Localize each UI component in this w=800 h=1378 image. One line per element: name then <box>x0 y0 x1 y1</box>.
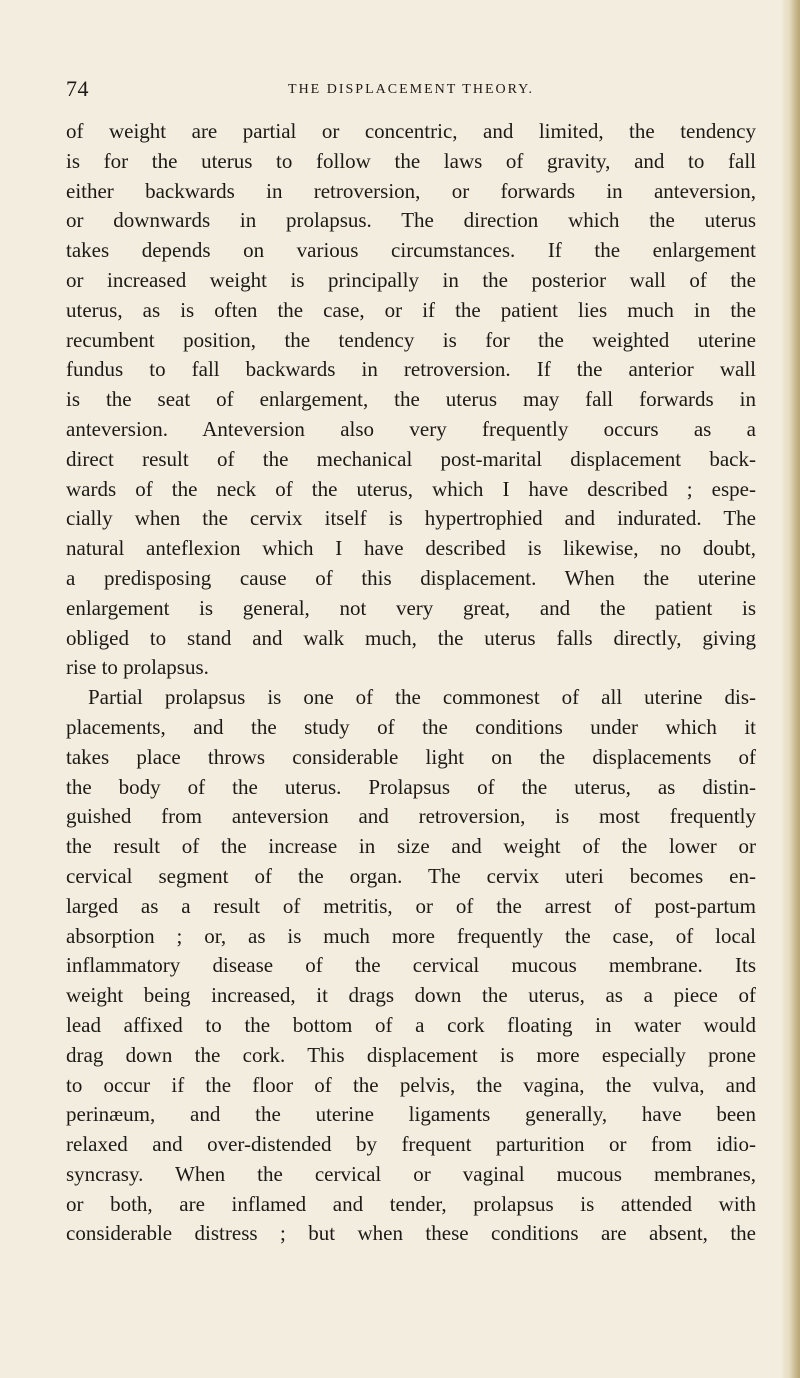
text-line: recumbent position, the tendency is for the weighted uterine <box>66 327 756 352</box>
text-line: lead affixed to the bottom of a cork floating in water would <box>66 1012 756 1037</box>
text-line: or increased weight is principally in the posterior wall of the <box>66 267 756 292</box>
text-line: or downwards in prolapsus. The direction which the uterus <box>66 208 756 233</box>
text-line: inflammatory disease of the cervical mucous membrane. Its <box>66 953 756 978</box>
text-line: weight being increased, it drags down the uterus, as a piece of <box>66 983 756 1008</box>
text-line: rise to prolapsus. <box>66 655 209 680</box>
text-line: cervical segment of the organ. The cervix uteri becomes en- <box>66 863 756 888</box>
text-line: the result of the increase in size and weight of the lower or <box>66 834 756 859</box>
text-line: enlargement is general, not very great, and the patient is <box>66 595 756 620</box>
text-line: the body of the uterus. Prolapsus of the uterus, as distin- <box>66 774 756 799</box>
text-line: guished from anteversion and retroversion, is most frequently <box>66 804 756 829</box>
text-line: considerable distress ; but when these conditions are absent, the <box>66 1221 756 1246</box>
text-line: is for the uterus to follow the laws of gravity, and to fall <box>66 148 756 173</box>
body-text <box>66 117 756 1249</box>
page-number: 74 <box>66 76 89 101</box>
text-line: drag down the cork. This displacement is more especially prone <box>66 1042 756 1067</box>
text-line: larged as a result of metritis, or of the arrest of post-partum <box>66 893 756 918</box>
text-line: takes depends on various circumstances. If the enlargement <box>66 238 756 263</box>
text-line: a predisposing cause of this displacement. When the uterine <box>66 565 756 590</box>
text-line: wards of the neck of the uterus, which I have described ; espe- <box>66 476 756 501</box>
text-line: obliged to stand and walk much, the uterus falls directly, giving <box>66 625 756 650</box>
text-line: anteversion. Anteversion also very frequently occurs as a <box>66 416 756 441</box>
text-line: fundus to fall backwards in retroversion. If the anterior wall <box>66 357 756 382</box>
text-line: direct result of the mechanical post-marital displacement back- <box>66 446 756 471</box>
text-line: to occur if the floor of the pelvis, the vagina, the vulva, and <box>66 1072 756 1097</box>
text-line: of weight are partial or concentric, and limited, the tendency <box>66 119 756 143</box>
page-edge <box>782 0 800 1378</box>
text-line: syncrasy. When the cervical or vaginal mucous membranes, <box>66 1161 756 1186</box>
running-head: THE DISPLACEMENT THEORY. <box>288 82 534 97</box>
text-line: either backwards in retroversion, or forwards in anteversion, <box>66 178 756 203</box>
page-header <box>66 76 756 106</box>
text-line: cially when the cervix itself is hypertrophied and indurated. The <box>66 506 756 531</box>
text-line: relaxed and over-distended by frequent parturition or from idio- <box>66 1132 756 1157</box>
text-line: uterus, as is often the case, or if the patient lies much in the <box>66 297 756 322</box>
text-line: takes place throws considerable light on the displacements of <box>66 744 756 769</box>
text-line: perinæum, and the uterine ligaments generally, have been <box>66 1102 756 1127</box>
text-line: is the seat of enlargement, the uterus may fall forwards in <box>66 387 756 412</box>
text-line: natural anteflexion which I have described is likewise, no doubt, <box>66 536 756 561</box>
text-line: or both, are inflamed and tender, prolapsus is attended with <box>66 1191 756 1216</box>
text-line: placements, and the study of the conditions under which it <box>66 714 756 739</box>
text-line: absorption ; or, as is much more frequently the case, of local <box>66 923 756 948</box>
text-line: Partial prolapsus is one of the commonest of all uterine dis- <box>88 685 756 710</box>
